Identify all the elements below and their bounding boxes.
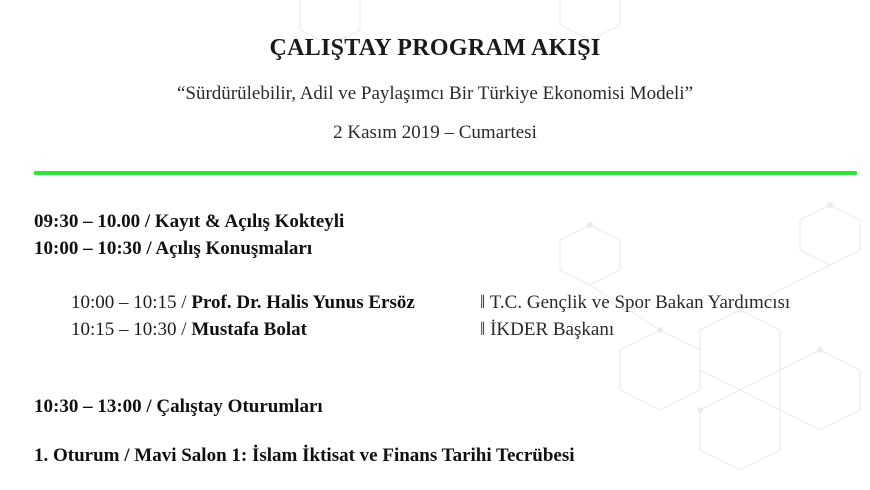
speaker-role: ‖ İKDER Başkanı [480, 319, 615, 340]
program-item-sessions: 10:30 – 13:00 / Çalıştay Oturumları [34, 396, 323, 417]
speaker-name: Mustafa Bolat [191, 319, 307, 340]
speaker-name: Prof. Dr. Halis Yunus Ersöz [191, 292, 415, 313]
session-1-title: 1. Oturum / Mavi Salon 1: İslam İktisat ve Finans Tarihi Tecrübesi [34, 445, 575, 466]
page-title: ÇALIŞTAY PROGRAM AKIŞI [269, 35, 601, 61]
speaker-role: ‖ T.C. Gençlik ve Spor Bakan Yardımcısı [480, 292, 791, 313]
speech-time: 10:15 – 10:30 / [71, 319, 192, 340]
green-divider [34, 171, 857, 175]
speech-item-1 [71, 292, 415, 314]
speech-item-2 [71, 319, 307, 341]
program-item-registration: 09:30 – 10.00 / Kayıt & Açılış Kokteyli [34, 211, 345, 232]
page-subtitle: “Sürdürülebilir, Adil ve Paylaşımcı Bir Türkiye Ekonomisi Modeli” [176, 83, 694, 104]
event-date: 2 Kasım 2019 – Cumartesi [333, 122, 537, 143]
program-item-opening-speeches: 10:00 – 10:30 / Açılış Konuşmaları [34, 238, 313, 259]
speech-time: 10:00 – 10:15 / [71, 292, 192, 313]
